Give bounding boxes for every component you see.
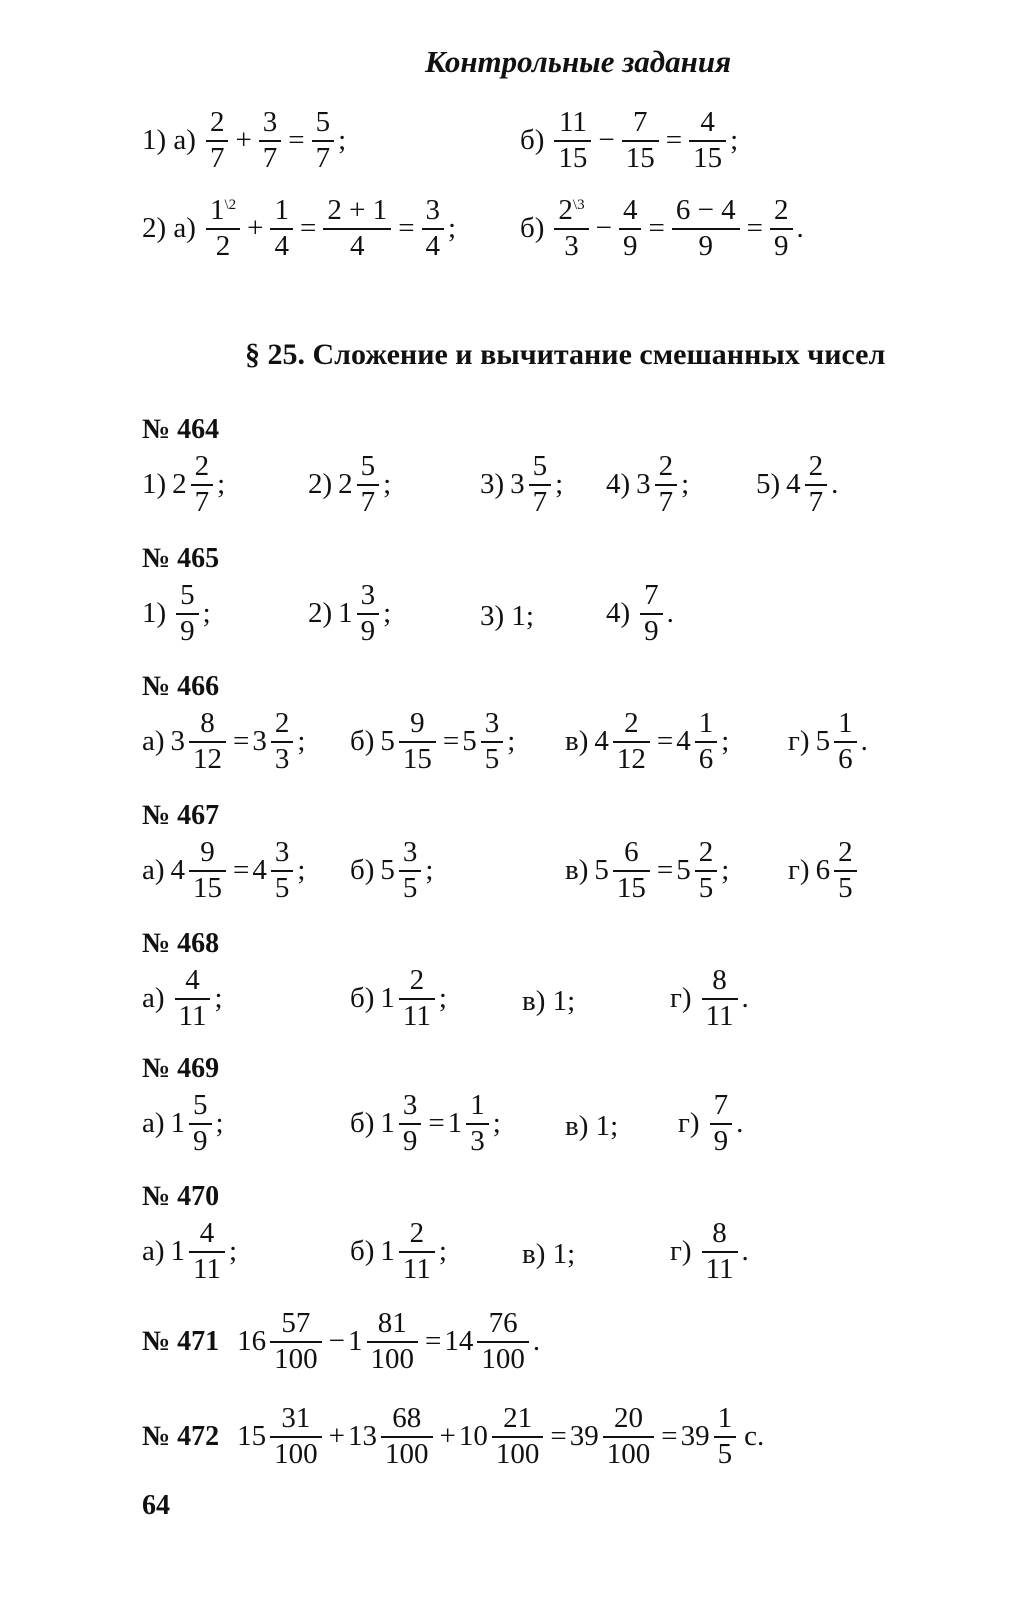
fraction: $\frac{2}{5}$	[695, 838, 718, 903]
fraction: $\frac{31}{100}$	[270, 1404, 322, 1469]
fraction: $\frac{81}{100}$	[367, 1309, 419, 1374]
fraction: $\frac{2}{3}$	[271, 709, 294, 774]
fraction: $\frac{5}{7}$	[357, 452, 380, 517]
answer-467-a: а) 4 $\frac{9}{15}$ = 4 $\frac{3}{5}$ ;	[142, 836, 306, 904]
problem-number-470: № 470	[142, 1181, 220, 1212]
problem-number-471: № 471	[142, 1325, 220, 1357]
fraction: $\frac{4}{15}$	[689, 108, 726, 173]
equals-sign: =	[648, 212, 665, 245]
fraction: $\frac{4}{11}$	[189, 1219, 225, 1284]
fraction: $\frac{3}{9}$	[357, 581, 380, 646]
equals-sign: =	[398, 212, 415, 245]
answer-470-b: б) 1 $\frac{2}{11}$ ;	[350, 1217, 447, 1285]
fraction: $\frac{6}{15}$	[613, 838, 650, 903]
item-label: 2) а)	[142, 212, 196, 245]
fraction: $\frac{2}{9}$	[770, 196, 793, 261]
fraction: $\frac{5}{9}$	[176, 581, 199, 646]
fraction: $\frac{2 + 1}{4}$	[323, 196, 391, 261]
fraction: $\frac{21}{100}$	[492, 1404, 544, 1469]
fraction: $\frac{57}{100}$	[270, 1309, 322, 1374]
fraction: $\frac{11}{15}$	[554, 108, 591, 173]
answer-468-c: в) 1;	[522, 985, 576, 1017]
answer-470-c: в) 1;	[522, 1238, 576, 1270]
answer-471: № 471 16 $\frac{57}{100}$ − 1 $\frac{81}{100}$ = 14 $\frac{76}{100}$ .	[142, 1307, 541, 1375]
fraction: $\frac{2^{\backslash 3}}{3}$	[554, 196, 588, 261]
answer-468-b: б) 1 $\frac{2}{11}$ ;	[350, 964, 447, 1032]
operator: +	[247, 212, 264, 245]
fraction: $\frac{2}{7}$	[206, 108, 229, 173]
answer-465-2: 2) 1 $\frac{3}{9}$ ;	[308, 579, 392, 647]
fraction: $\frac{7}{15}$	[622, 108, 659, 173]
answer-470-a: а) 1 $\frac{4}{11}$ ;	[142, 1217, 238, 1285]
fraction: $\frac{3}{5}$	[399, 838, 422, 903]
answer-465-3: 3) 1;	[480, 600, 534, 632]
fraction: $\frac{2}{11}$	[399, 966, 435, 1031]
fraction: $\frac{8}{12}$	[189, 709, 226, 774]
answer-466-d: г) 5 $\frac{1}{6}$ .	[788, 707, 868, 775]
fraction: $\frac{1}{3}$	[466, 1091, 489, 1156]
fraction: $\frac{3}{7}$	[259, 108, 282, 173]
fraction: $\frac{7}{9}$	[710, 1091, 733, 1156]
fraction: $\frac{5}{7}$	[312, 108, 335, 173]
fraction: $\frac{8}{11}$	[702, 966, 738, 1031]
problem-number-468: № 468	[142, 928, 220, 959]
control-row-2a	[142, 196, 456, 261]
answer-464-4: 4) 3 $\frac{2}{7}$ ;	[606, 450, 690, 518]
control-row-1a	[142, 108, 346, 173]
punctuation: ;	[338, 124, 347, 157]
answer-468-d: г) $\frac{8}{11}$ .	[670, 964, 749, 1032]
answer-469-b: б) 1 $\frac{3}{9}$ = 1 $\frac{1}{3}$ ;	[350, 1089, 501, 1157]
fraction: $\frac{1}{4}$	[270, 196, 293, 261]
fraction: $\frac{2}{7}$	[191, 452, 214, 517]
answer-464-2: 2) 2 $\frac{5}{7}$ ;	[308, 450, 392, 518]
answer-467-b: б) 5 $\frac{3}{5}$ ;	[350, 836, 434, 904]
fraction: $\frac{2}{12}$	[613, 709, 650, 774]
fraction: $\frac{1}{6}$	[834, 709, 857, 774]
fraction: $\frac{4}{11}$	[175, 966, 211, 1031]
problem-number-469: № 469	[142, 1053, 220, 1084]
fraction: $\frac{3}{9}$	[399, 1091, 422, 1156]
problem-number-464: № 464	[142, 414, 220, 445]
fraction: $\frac{7}{9}$	[640, 581, 663, 646]
answer-470-d: г) $\frac{8}{11}$ .	[670, 1217, 749, 1285]
fraction: $\frac{20}{100}$	[603, 1404, 655, 1469]
control-row-2b	[520, 196, 804, 261]
equals-sign: =	[299, 212, 317, 245]
answer-464-5: 5) 4 $\frac{2}{7}$ .	[756, 450, 839, 518]
answer-465-1: 1) $\frac{5}{9}$ ;	[142, 579, 211, 647]
fraction: $\frac{1^{\backslash 2}}{2}$	[206, 196, 240, 261]
equals-sign: =	[288, 124, 305, 157]
fraction: $\frac{68}{100}$	[381, 1404, 433, 1469]
fraction: $\frac{5}{9}$	[189, 1091, 212, 1156]
fraction: $\frac{4}{9}$	[619, 196, 642, 261]
page-number: 64	[142, 1490, 170, 1521]
fraction: $\frac{3}{5}$	[271, 838, 294, 903]
answer-472: № 472 15 $\frac{31}{100}$ + 13 $\frac{68}{100}$ + 10 $\frac{21}{100}$ = 39 $\frac{20}{100}$ = 39 $\frac{1}{5}$ с.	[142, 1402, 765, 1470]
fraction: $\frac{2}{7}$	[655, 452, 678, 517]
answer-469-c: в) 1;	[565, 1110, 619, 1142]
item-label: 1) а)	[142, 124, 196, 157]
answer-469-d: г) $\frac{7}{9}$ .	[678, 1089, 744, 1157]
fraction: $\frac{3}{4}$	[422, 196, 445, 261]
problem-number-467: № 467	[142, 800, 220, 831]
fraction: $\frac{1}{6}$	[695, 709, 718, 774]
fraction: $\frac{9}{15}$	[189, 838, 226, 903]
punctuation: .	[796, 212, 804, 245]
problem-number-472: № 472	[142, 1420, 220, 1452]
answer-466-c: в) 4 $\frac{2}{12}$ = 4 $\frac{1}{6}$ ;	[565, 707, 730, 775]
fraction: $\frac{3}{5}$	[481, 709, 504, 774]
equals-sign: =	[746, 212, 764, 245]
answer-466-b: б) 5 $\frac{9}{15}$ = 5 $\frac{3}{5}$ ;	[350, 707, 516, 775]
fraction: $\frac{2}{5}$	[834, 838, 857, 903]
control-row-1b	[520, 108, 738, 173]
answer-469-a: а) 1 $\frac{5}{9}$ ;	[142, 1089, 224, 1157]
equals-sign: =	[665, 124, 683, 157]
page-header-title: Контрольные задания	[425, 44, 732, 79]
punctuation: ;	[448, 212, 457, 245]
punctuation: ;	[730, 124, 739, 157]
answer-465-4: 4) $\frac{7}{9}$ .	[606, 579, 674, 647]
fraction: $\frac{5}{7}$	[529, 452, 552, 517]
answer-468-a: а) $\frac{4}{11}$ ;	[142, 964, 223, 1032]
answer-467-c: в) 5 $\frac{6}{15}$ = 5 $\frac{2}{5}$ ;	[565, 836, 730, 904]
item-label: б)	[520, 212, 545, 245]
fraction: $\frac{2}{11}$	[399, 1219, 435, 1284]
fraction: $\frac{9}{15}$	[399, 709, 436, 774]
fraction: $\frac{6 - 4}{9}$	[672, 196, 740, 261]
answer-466-a: а) 3 $\frac{8}{12}$ = 3 $\frac{2}{3}$ ;	[142, 707, 306, 775]
answer-467-d: г) 6 $\frac{2}{5}$	[788, 838, 861, 903]
item-label: б)	[520, 124, 545, 157]
fraction: $\frac{76}{100}$	[477, 1309, 529, 1374]
fraction: $\frac{1}{5}$	[714, 1404, 737, 1469]
problem-number-465: № 465	[142, 543, 220, 574]
operator: +	[235, 124, 252, 157]
answer-464-3: 3) 3 $\frac{5}{7}$ ;	[480, 450, 564, 518]
operator: −	[598, 124, 615, 157]
section-title: § 25. Сложение и вычитание смешанных чисел	[245, 338, 886, 371]
answer-464-1: 1) 2 $\frac{2}{7}$ ;	[142, 450, 226, 518]
problem-number-466: № 466	[142, 671, 220, 702]
fraction: $\frac{8}{11}$	[702, 1219, 738, 1284]
fraction: $\frac{2}{7}$	[805, 452, 828, 517]
operator: −	[595, 212, 612, 245]
